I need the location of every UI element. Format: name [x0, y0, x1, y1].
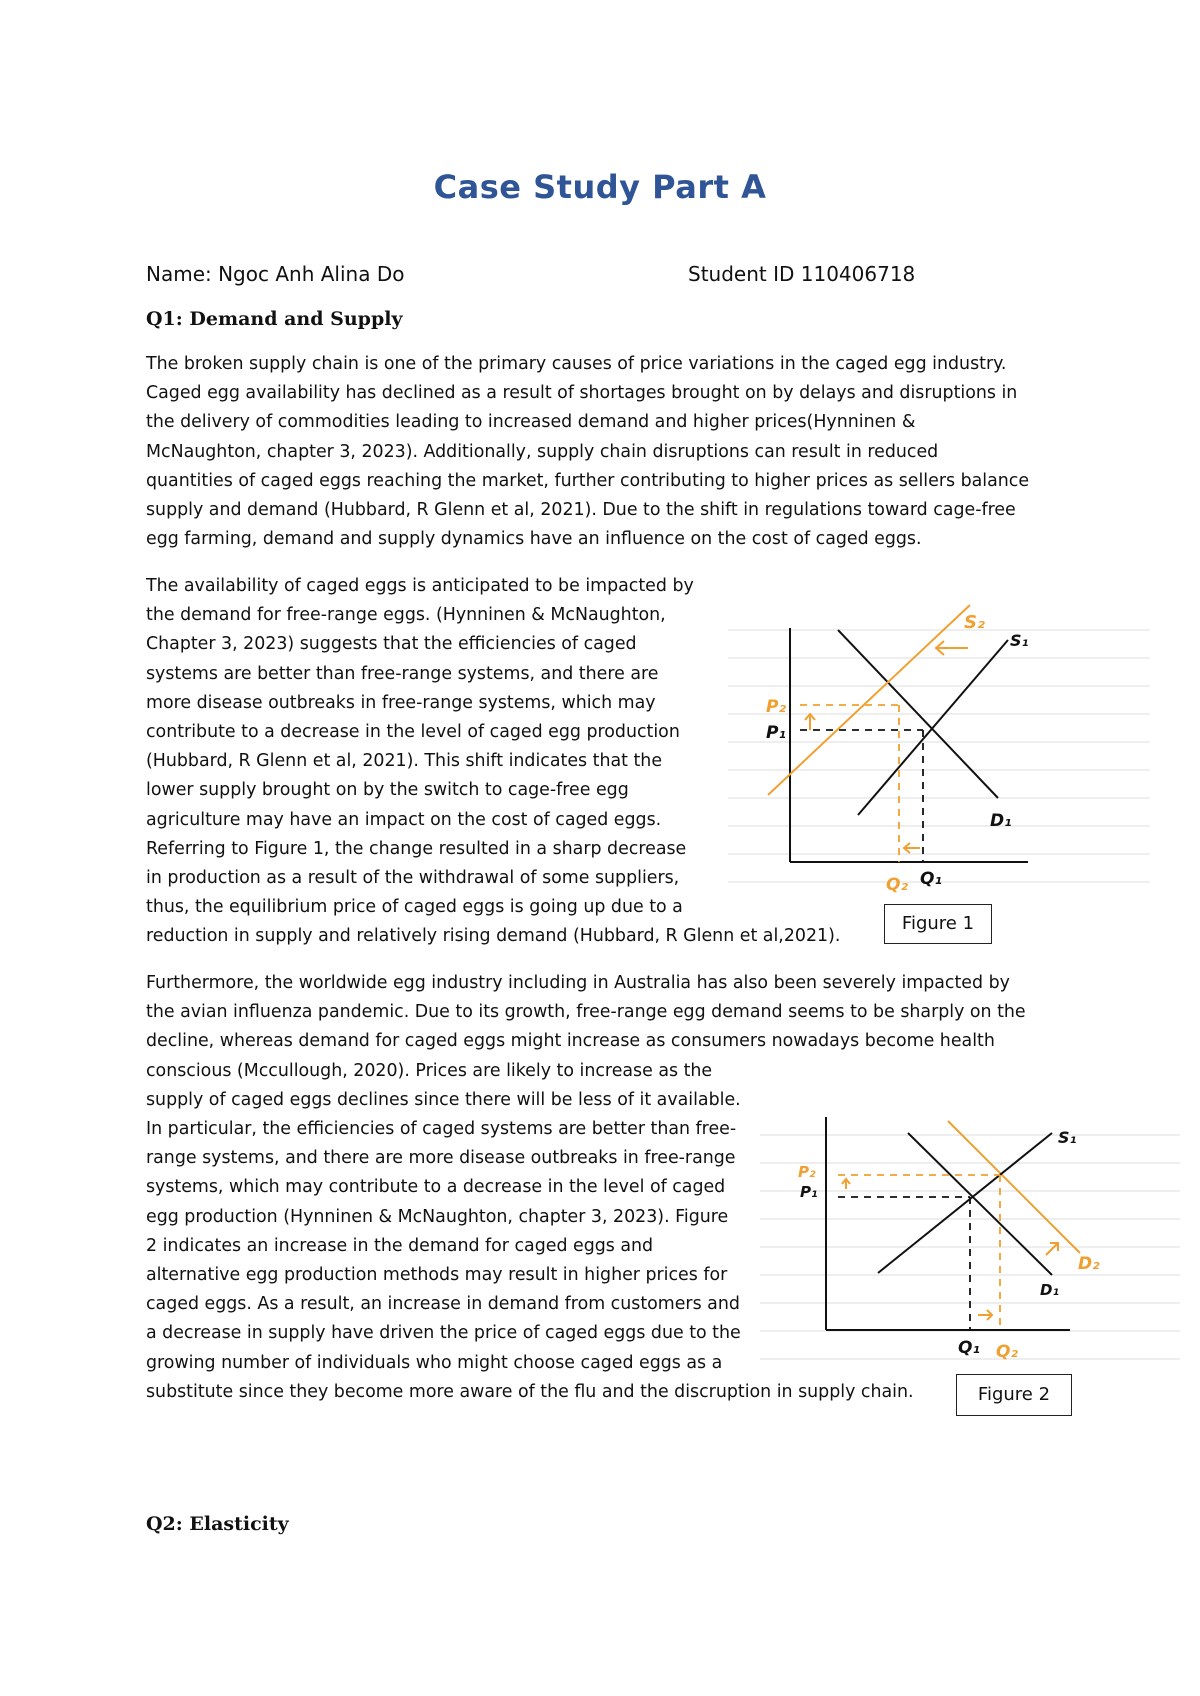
text-line: range systems, and there are more disease outbreaks in free-range	[146, 1148, 736, 1169]
text-line: in production as a result of the withdrawal of some suppliers,	[146, 868, 680, 889]
figure-2-graph	[760, 1105, 1180, 1375]
supply-curve-s1	[878, 1133, 1052, 1273]
supply-curve-s2	[768, 605, 970, 795]
text-line: egg production (Hynninen & McNaughton, chapter 3, 2023). Figure	[146, 1206, 729, 1227]
student-id: Student ID 110406718	[688, 262, 916, 286]
page-title: Case Study Part A	[433, 168, 767, 206]
text-line: the demand for free-range eggs. (Hynninen & McNaughton,	[146, 605, 666, 626]
q2-heading: Q2: Elasticity	[146, 1513, 289, 1535]
quantity-left-arrow	[904, 843, 920, 853]
text-line: Chapter 3, 2023) suggests that the efficiencies of caged	[146, 634, 637, 655]
text-line: the avian influenza pandemic. Due to its growth, free-range egg demand seems to be sharply on the	[146, 1002, 1026, 1023]
shift-arrow	[936, 641, 968, 655]
label-d1: D₁	[1040, 1281, 1060, 1299]
text-line: The availability of caged eggs is anticipated to be impacted by	[146, 576, 694, 596]
text-line: growing number of individuals who might choose caged eggs as a	[146, 1352, 723, 1373]
text-line: caged eggs. As a result, an increase in demand from customers and	[146, 1294, 740, 1315]
text-line: conscious (Mccullough, 2020). Prices are likely to increase as the	[146, 1060, 713, 1081]
text-line: Caged egg availability has declined as a result of shortages brought on by delays and disruptions in	[146, 383, 1018, 404]
text-line: The broken supply chain is one of the primary causes of price variations in the caged egg industry.	[146, 354, 1007, 374]
notebook-lines	[728, 630, 1150, 882]
figure-2-caption: Figure 2	[956, 1374, 1072, 1416]
text-line: a decrease in supply have driven the price of caged eggs due to the	[146, 1323, 741, 1344]
notebook-lines	[760, 1135, 1180, 1359]
figure-1-caption: Figure 1	[884, 904, 992, 944]
label-s2: S₂	[964, 612, 985, 633]
label-q2: Q₂	[886, 875, 908, 895]
text-line: 2 indicates an increase in the demand for caged eggs and	[146, 1235, 654, 1256]
text-line: Referring to Figure 1, the change resulted in a sharp decrease	[146, 838, 687, 859]
text-line: more disease outbreaks in free-range systems, which may	[146, 692, 656, 713]
text-line: supply and demand (Hubbard, R Glenn et al, 2021). Due to the shift in regulations toward cage-free	[146, 500, 1016, 521]
label-p1: P₁	[800, 1183, 818, 1201]
label-d2: D₂	[1078, 1254, 1100, 1274]
label-q2: Q₂	[996, 1342, 1018, 1362]
text-line: egg farming, demand and supply dynamics have an influence on the cost of caged eggs.	[146, 529, 922, 550]
text-line: agriculture may have an impact on the cost of caged eggs.	[146, 809, 662, 830]
label-p2: P₂	[798, 1163, 816, 1181]
label-q1: Q₁	[920, 869, 942, 889]
text-line: McNaughton, chapter 3, 2023). Additionally, supply chain disruptions can result in reduced	[146, 441, 939, 462]
paragraph-1	[146, 350, 1029, 554]
text-line: contribute to a decrease in the level of caged egg production	[146, 722, 680, 743]
q1-heading: Q1: Demand and Supply	[146, 308, 403, 330]
text-line: lower supply brought on by the switch to cage-free egg	[146, 780, 629, 801]
text-line: quantities of caged eggs reaching the market, further contributing to higher prices as sellers balance	[146, 470, 1030, 491]
label-q1: Q₁	[958, 1338, 980, 1358]
student-name: Name: Ngoc Anh Alina Do	[146, 262, 405, 286]
label-s1: S₁	[1058, 1128, 1077, 1147]
text-line: Furthermore, the worldwide egg industry including in Australia has also been severely impacted by	[146, 973, 1010, 993]
text-line: substitute since they become more aware of the flu and the discruption in supply chain.	[146, 1381, 914, 1402]
supply-curve-s1	[858, 640, 1008, 815]
price-up-arrow	[805, 714, 815, 730]
name-line	[146, 262, 1046, 286]
demand-shift-arrow	[1046, 1243, 1058, 1255]
label-d1: D₁	[990, 811, 1012, 831]
text-line: decline, whereas demand for caged eggs might increase as consumers nowadays become health	[146, 1031, 995, 1052]
text-line: (Hubbard, R Glenn et al, 2021). This shift indicates that the	[146, 751, 663, 772]
quantity-right-arrow	[978, 1310, 992, 1320]
label-p2: P₂	[766, 697, 786, 717]
text-line: In particular, the efficiencies of caged systems are better than free-	[146, 1119, 737, 1140]
text-line: the delivery of commodities leading to increased demand and higher prices(Hynninen &	[146, 412, 916, 433]
price-up-arrow	[842, 1179, 850, 1189]
text-line: systems are better than free-range systems, and there are	[146, 663, 659, 684]
text-line: systems, which may contribute to a decrease in the level of caged	[146, 1177, 726, 1198]
text-line: reduction in supply and relatively rising demand (Hubbard, R Glenn et al,2021).	[146, 926, 841, 947]
label-p1: P₁	[766, 723, 786, 743]
text-line: thus, the equilibrium price of caged eggs is going up due to a	[146, 897, 683, 918]
figure-1-graph	[728, 600, 1150, 900]
text-line: alternative egg production methods may result in higher prices for	[146, 1265, 728, 1286]
text-line: supply of caged eggs declines since there will be less of it available.	[146, 1089, 741, 1110]
label-s1: S₁	[1010, 631, 1029, 650]
